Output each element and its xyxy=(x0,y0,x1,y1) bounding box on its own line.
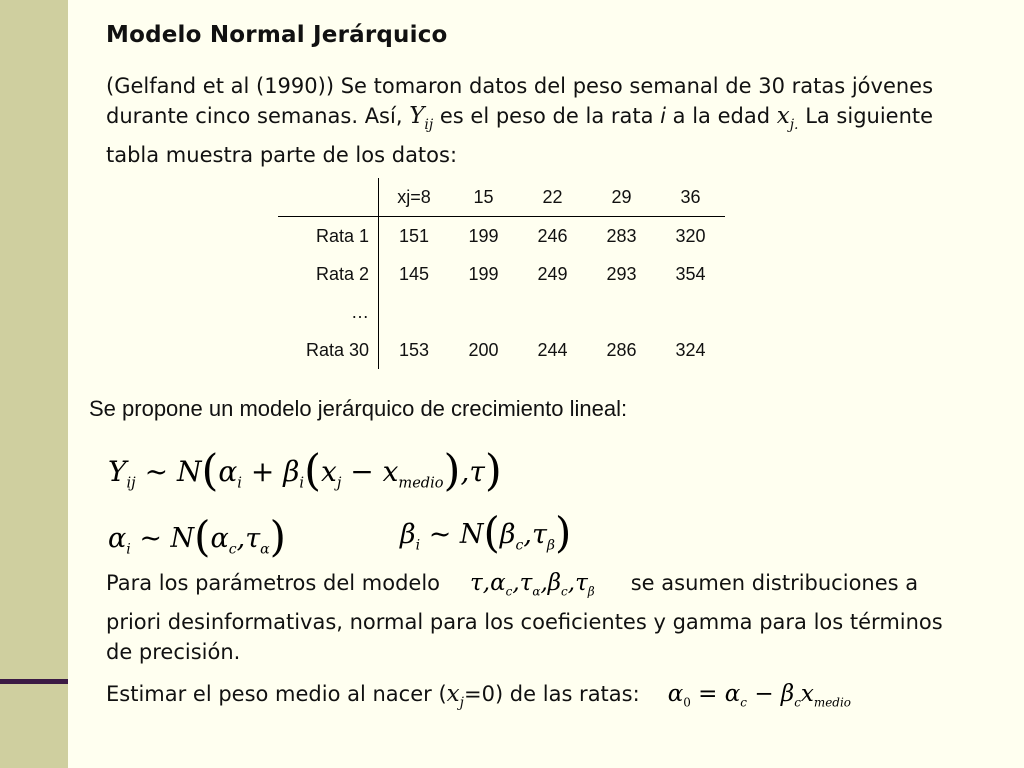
row-label: Rata 1 xyxy=(278,217,379,256)
table-cell: 199 xyxy=(468,263,499,284)
data-table xyxy=(278,178,725,369)
header-empty-cell xyxy=(278,178,379,217)
table-cell: 153 xyxy=(398,339,430,360)
table-cell xyxy=(518,293,587,331)
table-cell: 244 xyxy=(537,339,568,360)
table-cell: 354 xyxy=(675,263,706,284)
table-row xyxy=(278,217,725,256)
slide-title: Modelo Normal Jerárquico xyxy=(106,22,448,48)
header-cell: 36 xyxy=(656,178,725,217)
header-cell: 29 xyxy=(587,178,656,217)
table-cell xyxy=(379,293,450,331)
left-sidebar-band xyxy=(0,0,68,768)
table-cell: 283 xyxy=(606,225,637,246)
table-cell xyxy=(449,293,518,331)
table-cell xyxy=(656,293,725,331)
table-cell: 199 xyxy=(468,225,499,246)
parameters-paragraph: Para los parámetros del modelo $\tau,\alpha_c,\tau_\alpha,\beta_c,\tau_\beta$ se asumen distribuciones a priori desinformativas, normal para los coeficientes y gamma para los términos de precisión. xyxy=(106,570,943,664)
sidebar-divider-rule xyxy=(0,679,68,684)
equation-likelihood: $Y_{ij}$ ~ $N(\alpha_i + \beta_i(x_j - x_{medio}),\tau)$ xyxy=(108,446,502,496)
equation-alpha-prior: $\alpha_i$ ~ $N(\alpha_c,\tau_\alpha)$ xyxy=(108,512,286,561)
estimate-paragraph: Estimar el peso medio al nacer $(x_j=0)$ de las ratas: $\alpha_0 = \alpha_c - \beta_cx_{medio}$ xyxy=(106,681,851,711)
estimate-math: $\alpha_0 = \alpha_c - \beta_cx_{medio}$ xyxy=(667,681,851,710)
header-cell: 22 xyxy=(518,178,587,217)
table-header-row xyxy=(278,178,725,217)
table-cell: 246 xyxy=(537,225,568,246)
row-label: Rata 30 xyxy=(278,331,379,369)
equation-beta-prior: $\beta_i$ ~ $N(\beta_c,\tau_\beta)$ xyxy=(400,508,572,557)
parameters-math: $\tau,\alpha_c,\tau_\alpha,\beta_c,\tau_\beta$ xyxy=(470,570,595,599)
table-cell: 293 xyxy=(606,263,637,284)
header-cell: xj=8 xyxy=(379,178,450,217)
table-cell: 324 xyxy=(675,339,706,360)
table-cell: 151 xyxy=(398,225,430,246)
table-cell: 286 xyxy=(606,339,637,360)
row-label: Rata 2 xyxy=(278,255,379,293)
row-label: … xyxy=(278,293,379,331)
table-row xyxy=(278,293,725,331)
model-sentence: Se propone un modelo jerárquico de crecimiento lineal: xyxy=(89,396,628,421)
intro-paragraph: (Gelfand et al (1990)) Se tomaron datos del peso semanal de 30 ratas jóvenes durante cinco semanas. Así, $Y_{ij}$ es el peso de la rata i a la edad $x_{j.}$ La siguiente tabla muestra parte de los datos: xyxy=(106,74,934,167)
table-row xyxy=(278,331,725,369)
table-cell xyxy=(587,293,656,331)
table-row xyxy=(278,255,725,293)
table-cell: 320 xyxy=(675,225,706,246)
table-cell: 249 xyxy=(537,263,568,284)
header-cell: 15 xyxy=(449,178,518,217)
table-cell: 145 xyxy=(398,263,430,284)
table-cell: 200 xyxy=(468,339,499,360)
